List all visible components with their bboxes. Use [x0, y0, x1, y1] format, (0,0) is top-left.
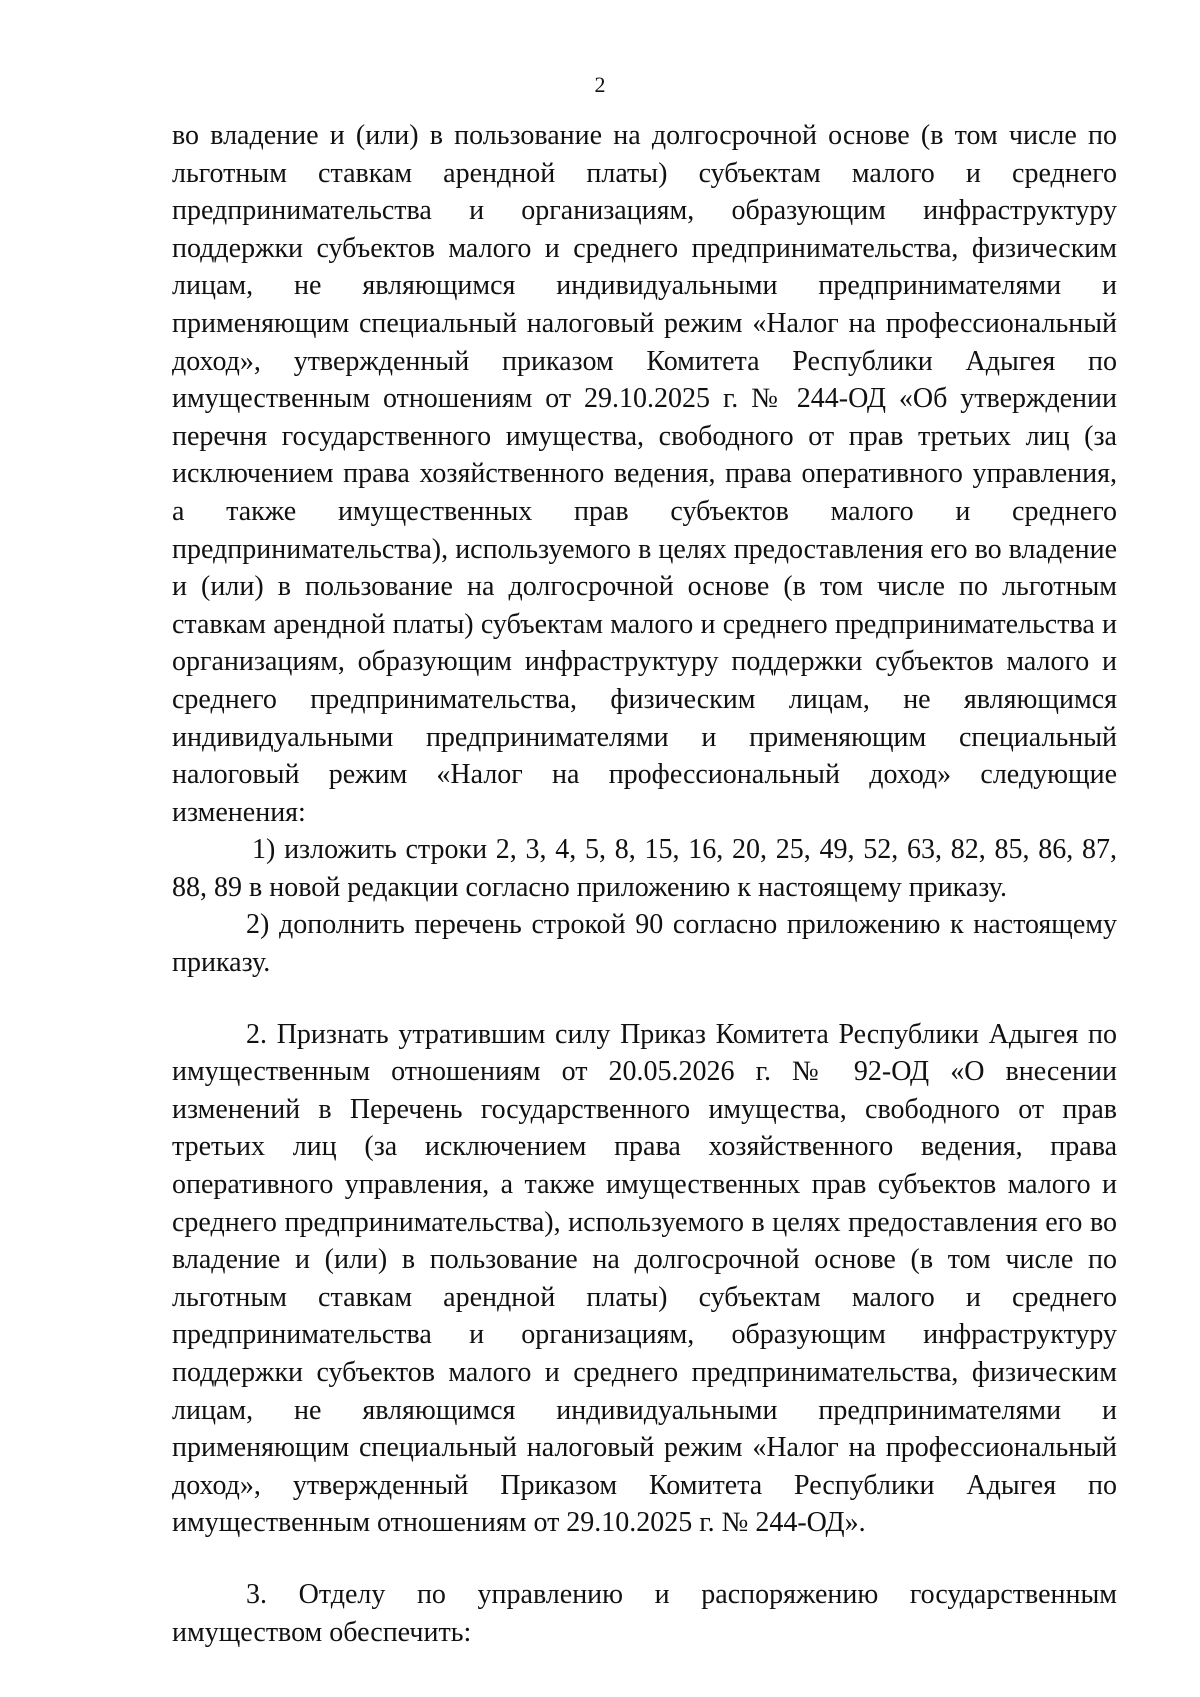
list-item-1: 1) изложить строки 2, 3, 4, 5, 8, 15, 16, 20, 25, 49, 52, 63, 82, 85, 86, 87, 88, 89 в новой редакции согласно приложению к настоящему приказу. [172, 834, 1117, 903]
paragraph-point-2: 2. Признать утратившим силу Приказ Комитета Республики Адыгея по имущественным отношениям от 20.05.2026 г. № 92-ОД «О внесении изменений в Перечень государственного имущества, свободного от прав третьих лиц (за исключением права хозяйственного ведения, права оперативного управления, а также имущественных прав субъектов малого и среднего предпринимательства), используемого в целях предоставления его во владение и (или) в пользование на долгосрочной основе (в том числе по льготным ставкам арендной платы) субъектам малого и среднего предпринимательства и организациям, образующим инфраструктуру поддержки субъектов малого и среднего предпринимательства, физическим лицам, не являющимся индивидуальными предпринимателями и применяющим специальный налоговый режим «Налог на профессиональный доход», утвержденный Приказом Комитета Республики Адыгея по имущественным отношениям от 29.10.2025 г. № 244-ОД». [172, 1018, 1117, 1539]
paragraph-continuation: во владение и (или) в пользование на долгосрочной основе (в том числе по льготным ставкам арендной платы) субъектам малого и среднего предпринимательства и организациям, образующим инфраструктуру поддержки субъектов малого и среднего предпринимательства, физическим лицам, не являющимся индивидуальными предпринимателями и применяющим специальный налоговый режим «Налог на профессиональный доход», утвержденный приказом Комитета Республики Адыгея по имущественным отношениям от 29.10.2025 г. № 244-ОД «Об утверждении перечня государственного имущества, свободного от прав третьих лиц (за исключением права хозяйственного ведения, права оперативного управления, а также имущественных прав субъектов малого и среднего предпринимательства), используемого в целях предоставления его во владение и (или) в пользование на долгосрочной основе (в том числе по льготным ставкам арендной платы) субъектам малого и среднего предпринимательства и организациям, образующим инфраструктуру поддержки субъектов малого и среднего предпринимательства, физическим лицам, не являющимся индивидуальными предпринимателями и применяющим специальный налоговый режим «Налог на профессиональный доход» следующие изменения: [172, 120, 1117, 828]
list-item-2: 2) дополнить перечень строкой 90 согласно приложению к настоящему приказу. [172, 909, 1117, 979]
document-body [172, 117, 1117, 1651]
page-number: 2 [594, 72, 606, 97]
paragraph-point-3: 3. Отделу по управлению и распоряжению государственным имуществом обеспечить: [172, 1578, 1117, 1648]
